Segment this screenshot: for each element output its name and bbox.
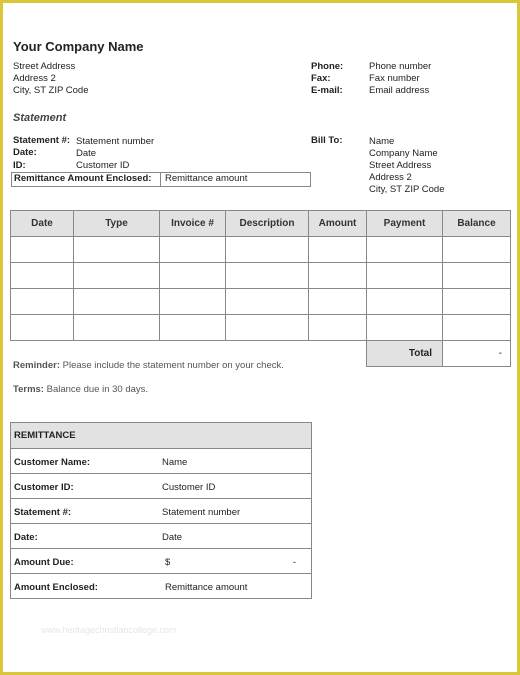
terms-label: Terms: [13, 384, 44, 395]
table-row [11, 289, 511, 315]
table-header-row [11, 211, 511, 237]
table-cell[interactable] [367, 289, 443, 315]
column-header-type: Type [74, 211, 160, 237]
amount-enclosed-value[interactable]: Remittance amount [165, 582, 248, 593]
phone-label: Phone: [311, 61, 344, 72]
table-row [11, 237, 511, 263]
table-cell[interactable] [160, 289, 226, 315]
reminder-text: Please include the statement number on your check. [59, 360, 284, 371]
customer-name-value[interactable]: Name [162, 457, 188, 468]
phone-value: Phone number [369, 61, 432, 72]
remittance-row-amount-enclosed [11, 574, 311, 598]
statement-number-label: Statement #: [13, 135, 71, 146]
company-city: City, ST ZIP Code [13, 85, 89, 96]
table-cell[interactable] [309, 289, 367, 315]
remittance-statement-label: Statement #: [14, 507, 72, 518]
amount-enclosed-label: Amount Enclosed: [14, 582, 98, 593]
column-header-payment: Payment [367, 211, 443, 237]
remittance-section [10, 422, 312, 599]
column-header-balance: Balance [443, 211, 511, 237]
total-value: - [443, 341, 511, 367]
remittance-row-customer-name [11, 449, 311, 474]
column-header-description: Description [226, 211, 309, 237]
email-label: E-mail: [311, 85, 343, 96]
company-name: Your Company Name [13, 39, 144, 54]
table-cell[interactable] [11, 289, 74, 315]
amount-due-label: Amount Due: [14, 557, 74, 568]
table-cell[interactable] [160, 263, 226, 289]
table-cell[interactable] [367, 237, 443, 263]
table-cell[interactable] [367, 315, 443, 341]
remittance-statement-value[interactable]: Statement number [162, 507, 241, 518]
remittance-row-customer-id [11, 474, 311, 499]
reminder-note [13, 360, 284, 372]
table-cell[interactable] [226, 315, 309, 341]
column-header-amount: Amount [309, 211, 367, 237]
company-address2: Address 2 [13, 73, 56, 84]
table-row [11, 315, 511, 341]
terms-text: Balance due in 30 days. [43, 384, 149, 395]
bill-to-company: Company Name [369, 148, 438, 159]
statement-date-label: Date: [13, 147, 37, 158]
reminder-label: Reminder: [13, 360, 60, 371]
amount-due-currency: $ [165, 557, 171, 568]
column-header-invoice: Invoice # [160, 211, 226, 237]
table-cell[interactable] [367, 263, 443, 289]
statement-id-value: Customer ID [76, 160, 130, 171]
table-cell[interactable] [74, 263, 160, 289]
bill-to-street: Street Address [369, 160, 432, 171]
fax-label: Fax: [311, 73, 331, 84]
remittance-enclosed-label: Remittance Amount Enclosed: [14, 173, 152, 184]
amount-due-value[interactable]: - [292, 557, 296, 568]
bill-to-name: Name [369, 136, 395, 147]
remittance-enclosed-box [11, 172, 311, 187]
column-header-date: Date [11, 211, 74, 237]
remittance-enclosed-divider [160, 173, 161, 186]
table-cell[interactable] [11, 263, 74, 289]
statement-id-label: ID: [13, 160, 26, 171]
table-cell[interactable] [226, 237, 309, 263]
email-value: Email address [369, 85, 430, 96]
customer-id-label: Customer ID: [14, 482, 74, 493]
bill-to-address2: Address 2 [369, 172, 412, 183]
statement-number-value: Statement number [76, 136, 155, 147]
statement-page [3, 3, 517, 672]
blank-cell [309, 341, 367, 367]
statement-date-value: Date [76, 148, 97, 159]
table-cell[interactable] [309, 315, 367, 341]
table-cell[interactable] [160, 237, 226, 263]
statement-title: Statement [13, 112, 67, 124]
transactions-table [10, 210, 511, 367]
remittance-row-date [11, 524, 311, 549]
remittance-row-amount-due [11, 549, 311, 574]
table-cell[interactable] [74, 315, 160, 341]
total-label: Total [367, 341, 443, 367]
remittance-title: REMITTANCE [11, 423, 311, 449]
table-cell[interactable] [443, 289, 511, 315]
table-cell[interactable] [443, 315, 511, 341]
table-cell[interactable] [226, 289, 309, 315]
customer-name-label: Customer Name: [14, 457, 91, 468]
bill-to-label: Bill To: [311, 135, 343, 146]
table-cell[interactable] [74, 237, 160, 263]
table-cell[interactable] [11, 237, 74, 263]
watermark-text: www.heritagechristiancollege.com [41, 625, 177, 635]
company-street: Street Address [13, 61, 76, 72]
bill-to-city: City, ST ZIP Code [369, 184, 445, 195]
remittance-date-value[interactable]: Date [162, 532, 183, 543]
customer-id-value[interactable]: Customer ID [162, 482, 216, 493]
fax-value: Fax number [369, 73, 420, 84]
table-cell[interactable] [443, 237, 511, 263]
remittance-row-statement [11, 499, 311, 524]
table-cell[interactable] [226, 263, 309, 289]
table-cell[interactable] [74, 289, 160, 315]
table-cell[interactable] [309, 237, 367, 263]
table-cell[interactable] [160, 315, 226, 341]
terms-note [13, 384, 148, 396]
table-cell[interactable] [443, 263, 511, 289]
table-cell[interactable] [309, 263, 367, 289]
table-cell[interactable] [11, 315, 74, 341]
remittance-enclosed-value: Remittance amount [165, 173, 248, 184]
remittance-date-label: Date: [14, 532, 38, 543]
table-row [11, 263, 511, 289]
